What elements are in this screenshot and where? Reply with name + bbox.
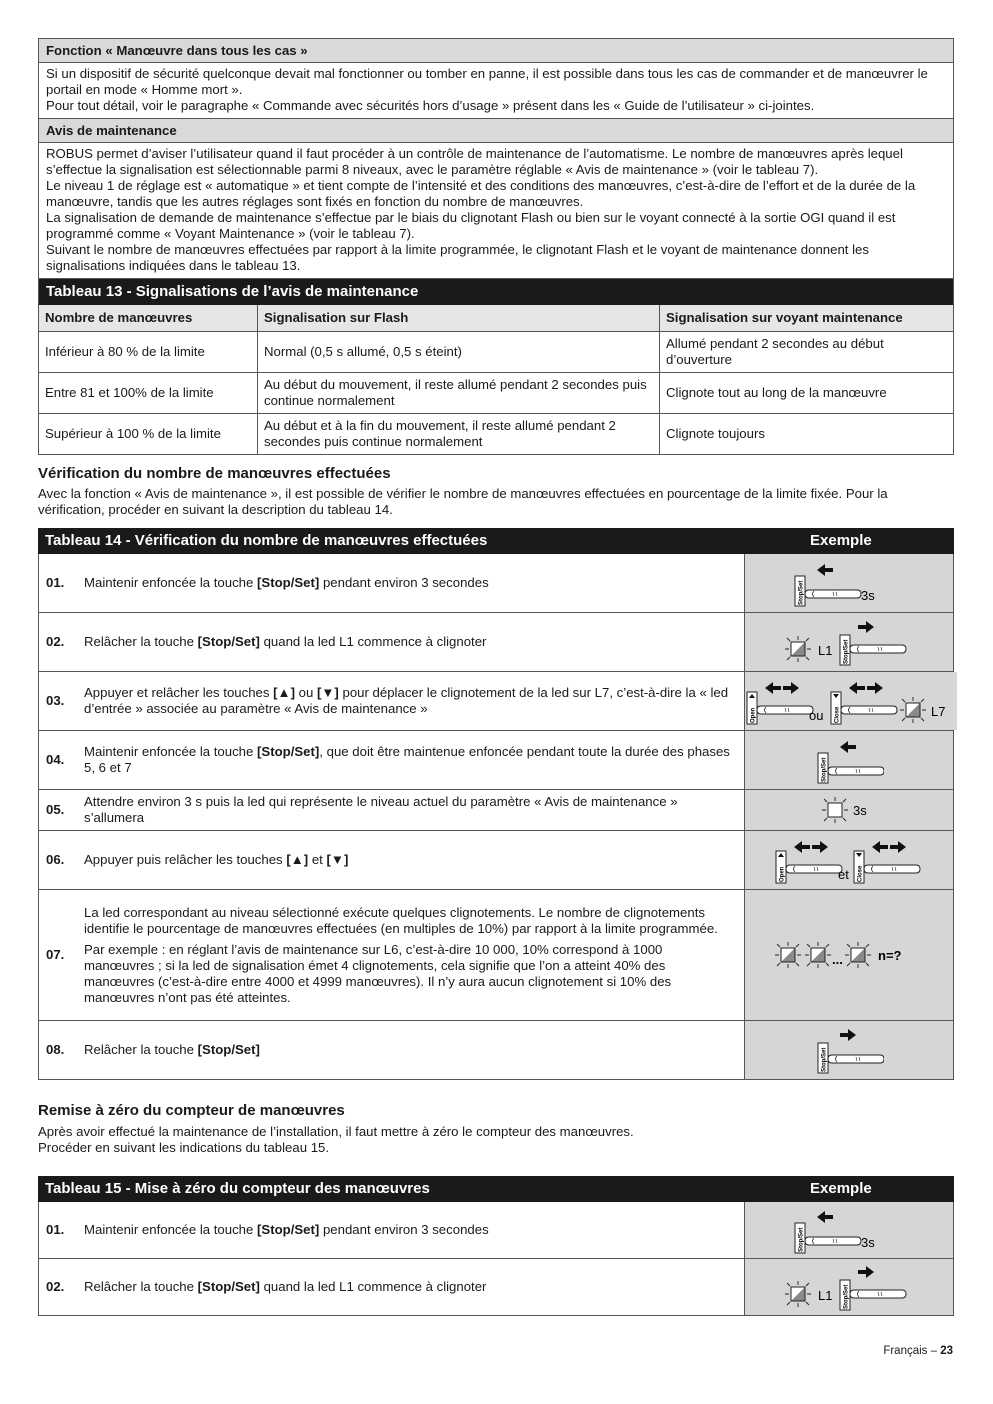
table-row [39, 730, 953, 789]
footer-language: Français – [883, 1345, 941, 1357]
stopset-button-label: Stop/Set [843, 639, 850, 664]
step-illustration [744, 1202, 953, 1258]
led-blinking-icon [845, 942, 871, 968]
or-label: ou [809, 708, 824, 723]
finger-icon [850, 645, 906, 653]
release-illustration [784, 617, 914, 667]
stopset-button-label: Stop/Set [821, 1047, 828, 1072]
release-illustration [784, 1262, 914, 1312]
table13-cell: Clignote tout au long de la manœuvre [660, 373, 954, 414]
avis-paragraph: Le niveau 1 de réglage est « automatique » et tient compte de l’intensité et des conditions des manœuvres, c’est-à-dire de l’effort et de la durée de la manœuvre, tandis que les autres réglages sont fixés en fonction du nombre de manœuvres. [46, 178, 916, 209]
arrow-left-icon [872, 841, 888, 853]
step-illustration [744, 672, 957, 730]
step-illustration [744, 554, 953, 612]
step-number: 08. [46, 1042, 65, 1057]
step-text: Relâcher la touche [84, 1279, 198, 1294]
step-key: [▲] [273, 685, 295, 700]
stopset-button-label: Stop/Set [798, 580, 805, 605]
step-illustration [744, 1259, 953, 1315]
table-row [39, 554, 953, 612]
blink-count-illustration [774, 938, 924, 972]
table-row [39, 830, 953, 889]
count-label: n=? [878, 948, 902, 963]
table13-title: Tableau 13 - Signalisations de l’avis de maintenance [39, 279, 953, 305]
step-key: [Stop/Set] [257, 575, 320, 590]
arrow-left-icon [849, 682, 865, 694]
step-number: 06. [46, 852, 65, 867]
step-text: Attendre environ 3 s puis la led qui représente le niveau actuel du paramètre « Avis de maintenance » s’allumera [84, 794, 678, 825]
led-blinking-icon [900, 697, 926, 723]
step-illustration [744, 1021, 953, 1079]
step-number: 02. [46, 634, 65, 649]
table14-title [38, 528, 954, 554]
step-illustration [744, 890, 953, 1020]
step-text: , que doit être maintenue enfoncée pendant toute la durée des phases 5, 6 et 7 [84, 744, 730, 775]
stopset-button-label: Stop/Set [821, 757, 828, 782]
table15 [38, 1176, 954, 1316]
table15-example-header: Exemple [810, 1180, 872, 1197]
led-blinking-icon [775, 942, 801, 968]
step-key: [▼] [326, 852, 349, 867]
led-on-illustration [819, 793, 879, 827]
arrow-left-icon [765, 682, 781, 694]
stopset-button-label: Stop/Set [798, 1227, 805, 1252]
open-button-label: Open [779, 866, 786, 882]
led-blinking-icon [805, 942, 831, 968]
table-row [39, 889, 953, 1020]
table-row [39, 789, 953, 830]
step-text: Appuyer et relâcher les touches [84, 685, 274, 700]
close-button-label: Close [857, 865, 864, 882]
finger-icon [841, 706, 897, 714]
step-number: 01. [46, 575, 65, 590]
remise-heading: Remise à zéro du compteur de manœuvres [38, 1102, 345, 1119]
step-number: 01. [46, 1222, 65, 1237]
stopset-press-illustration [789, 1205, 909, 1255]
finger-icon [850, 1290, 906, 1298]
step-illustration [744, 790, 953, 830]
step-text: pendant environ 3 secondes [319, 575, 489, 590]
step-text: quand la led L1 commence à clignoter [259, 1279, 487, 1294]
stopset-release-illustration [814, 1025, 884, 1075]
duration-label: 3s [861, 1235, 875, 1250]
step-number: 02. [46, 1279, 65, 1294]
table14-example-header: Exemple [810, 532, 872, 549]
step-number: 04. [46, 752, 65, 767]
fonction-title: Fonction « Manœuvre dans tous les cas » [39, 39, 953, 63]
arrow-right-icon [867, 682, 883, 694]
step-text: Maintenir enfoncée la touche [84, 1222, 258, 1237]
avis-title: Avis de maintenance [39, 119, 953, 143]
step-text: Par exemple : en réglant l’avis de maintenance sur L6, c’est-à-dire 10 000, 10% correspond à 1000 manœuvres ; si la led de signalisation émet 4 clignotements, cela signifie que l’on a atteint 40% des manœuvres (c’est-à-dire entre 4000 et 4999 manœuvres). Il n’y aura aucun clignotement si 10% des manœuvres n’ont pas été atteintes. [84, 941, 672, 1005]
arrow-right-icon [858, 1266, 874, 1278]
step-text: ou [294, 685, 317, 700]
finger-icon [828, 1055, 884, 1063]
page-number: 23 [940, 1345, 953, 1357]
finger-icon [786, 865, 842, 873]
arrow-right-icon [890, 841, 906, 853]
duration-label: 3s [853, 803, 867, 818]
arrow-right-icon [812, 841, 828, 853]
step-text: Relâcher la touche [84, 1042, 198, 1057]
table13-cell: Inférieur à 80 % de la limite [39, 332, 258, 373]
step-key: [Stop/Set] [197, 1042, 260, 1057]
close-button-label: Close [834, 706, 841, 723]
finger-icon [828, 767, 884, 775]
table13-cell: Allumé pendant 2 secondes au début d’ouverture [660, 332, 954, 373]
finger-icon [757, 706, 813, 714]
and-label: et [838, 867, 849, 882]
table14 [38, 528, 954, 1080]
arrow-right-icon [858, 621, 874, 633]
fonction-paragraph: Pour tout détail, voir le paragraphe « Commande avec sécurités hors d’usage » présent dans les « Guide de l’utilisateur » ci-jointes. [46, 98, 815, 113]
step-key: [▼] [316, 685, 339, 700]
step-text: Maintenir enfoncée la touche [84, 744, 258, 759]
step-key: [Stop/Set] [257, 744, 320, 759]
table-row [39, 1020, 953, 1079]
open-button-label: Open [750, 707, 757, 723]
step-text: et [308, 852, 327, 867]
remise-text: Procéder en suivant les indications du tableau 15. [38, 1140, 330, 1155]
step-text: pour déplacer le clignotement de la led sur L7, c’est-à-dire la « led d’entrée » associée au paramètre « Avis de maintenance » [84, 685, 729, 716]
arrow-right-icon [840, 1029, 856, 1041]
avis-paragraph: ROBUS permet d’aviser l’utilisateur quand il faut procéder à un contrôle de maintenance de l’automatisme. Le nombre de manœuvres après lequel s’effectue la signalisation est sélectionnable parmi 8 niveaux, avec le paramètre réglable « Avis de maintenance » (voir le tableau 7). [46, 146, 903, 177]
step-text: Maintenir enfoncée la touche [84, 575, 258, 590]
table-row [39, 414, 954, 455]
table13 [38, 279, 954, 455]
arrow-left-icon [817, 564, 833, 576]
stopset-press-illustration [789, 558, 909, 608]
arrow-right-icon [783, 682, 799, 694]
remise-text: Après avoir effectué la maintenance de l’installation, il faut mettre à zéro le compteur des manœuvres. [38, 1124, 634, 1139]
led-label: L1 [818, 643, 833, 658]
verif-text: Avec la fonction « Avis de maintenance », il est possible de vérifier le nombre de manœuvres effectuées en pourcentage de la limite fixée. Pour la vérification, procéder en suivant la description du tableau 14. [38, 486, 888, 517]
stopset-button-label: Stop/Set [843, 1284, 850, 1309]
step-number: 07. [46, 947, 65, 962]
table-row [39, 671, 953, 730]
step-illustration [744, 831, 953, 889]
navigate-illustration [745, 676, 957, 726]
finger-icon [805, 590, 861, 598]
step-text: Appuyer puis relâcher les touches [84, 852, 287, 867]
step-key: [Stop/Set] [197, 1279, 260, 1294]
led-label: L7 [931, 704, 946, 719]
table-row [39, 612, 953, 671]
step-key: [Stop/Set] [257, 1222, 320, 1237]
step-key: [▲] [286, 852, 309, 867]
step-text: Relâcher la touche [84, 634, 198, 649]
table-row [39, 332, 954, 373]
finger-icon [805, 1237, 861, 1245]
table14-title-text: Tableau 14 - Vérification du nombre de manœuvres effectuées [45, 532, 488, 549]
table13-cell: Normal (0,5 s allumé, 0,5 s éteint) [258, 332, 660, 373]
led-on-icon [822, 797, 848, 823]
page [38, 38, 954, 1316]
step-number: 05. [46, 802, 65, 817]
fonction-paragraph: Si un dispositif de sécurité quelconque devait mal fonctionner ou tomber en panne, il est possible dans tous les cas de commander et de manœuvrer le portail en mode « Homme mort ». [46, 66, 928, 97]
duration-label: 3s [861, 588, 875, 603]
table13-header: Signalisation sur voyant maintenance [660, 305, 954, 332]
table13-header: Nombre de manœuvres [39, 305, 258, 332]
fonction-section [38, 38, 954, 119]
page-footer [883, 1343, 953, 1359]
step-number: 03. [46, 693, 65, 708]
step-text: quand la led L1 commence à clignoter [259, 634, 487, 649]
table13-header: Signalisation sur Flash [258, 305, 660, 332]
finger-icon [864, 865, 920, 873]
ellipsis: ... [832, 952, 843, 967]
step-text: La led correspondant au niveau sélectionné exécute quelques clignotements. Le nombre de clignotements identifie le pourcentage de manœuvres effectuées (en multiples de 10%) par rapport à la limite programmée. [84, 904, 718, 936]
stopset-hold-illustration [814, 735, 884, 785]
up-down-illustration [774, 835, 924, 885]
avis-paragraph: Suivant le nombre de manœuvres effectuées par rapport à la limite programmée, le clignotant Flash et le voyant de maintenance donnent les signalisations indiquées dans le tableau 13. [46, 242, 869, 273]
table13-cell: Supérieur à 100 % de la limite [39, 414, 258, 455]
table15-title [38, 1176, 954, 1202]
table15-title-text: Tableau 15 - Mise à zéro du compteur des manœuvres [45, 1180, 430, 1197]
step-illustration [744, 613, 953, 671]
step-text: pendant environ 3 secondes [319, 1222, 489, 1237]
arrow-left-icon [794, 841, 810, 853]
table-row [39, 1202, 953, 1258]
table-row [39, 373, 954, 414]
arrow-left-icon [840, 741, 856, 753]
led-label: L1 [818, 1288, 833, 1303]
table13-cell: Au début et à la fin du mouvement, il reste allumé pendant 2 secondes puis continue normalement [258, 414, 660, 455]
table-row [39, 1258, 953, 1315]
table13-cell: Entre 81 et 100% de la limite [39, 373, 258, 414]
arrow-left-icon [817, 1211, 833, 1223]
verif-heading: Vérification du nombre de manœuvres effectuées [38, 465, 391, 482]
table13-cell: Clignote toujours [660, 414, 954, 455]
avis-section [38, 119, 954, 279]
led-blinking-icon [785, 1281, 811, 1307]
step-key: [Stop/Set] [197, 634, 260, 649]
step-illustration [744, 731, 953, 789]
led-blinking-icon [785, 636, 811, 662]
table13-cell: Au début du mouvement, il reste allumé pendant 2 secondes puis continue normalement [258, 373, 660, 414]
avis-paragraph: La signalisation de demande de maintenance s’effectue par le biais du clignotant Flash ou bien sur le voyant connecté à la sortie OGI quand il est programmé comme « Voyant Maintenance » (voir le tableau 7). [46, 210, 896, 241]
